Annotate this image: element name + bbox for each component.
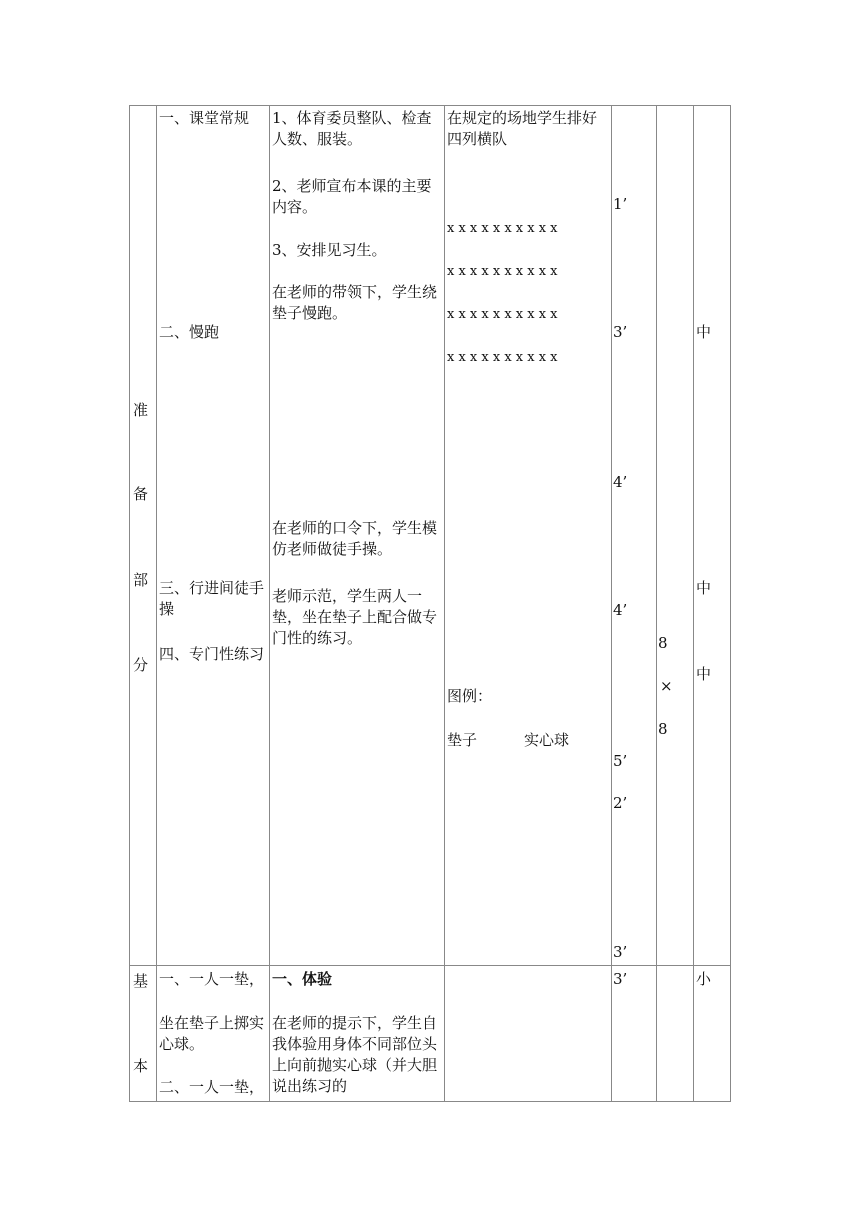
time-value: 3’: [613, 943, 628, 961]
formation-row: x x x x x x x x x x: [447, 307, 558, 322]
section-label-char: 部: [133, 571, 149, 589]
time-value: 1’: [613, 195, 628, 213]
content-text: 1、体育委员整队、检查人数、服装。: [272, 109, 432, 148]
legend-title: 图例：: [447, 687, 493, 705]
intensity-value: 中: [696, 579, 712, 597]
intensity-value: 中: [696, 665, 712, 683]
content-text: 在老师的口令下，学生模仿老师做徒手操。: [272, 519, 438, 558]
section-label-char: 准: [133, 401, 149, 419]
column-divider: [444, 105, 445, 1102]
time-value: 4’: [613, 601, 628, 619]
table-border-left: [129, 105, 130, 1102]
content-text: 2、老师宣布本课的主要内容。: [272, 177, 432, 216]
item-name: 二、慢跑: [159, 323, 220, 341]
reps-value: ×: [660, 677, 673, 695]
item-name: 一、课堂常规: [159, 109, 250, 127]
intensity-value: 中: [696, 323, 712, 341]
section-label-char: 基: [133, 972, 149, 990]
content-text: 在老师的提示下，学生自我体验用身体不同部位头上向前抛实心球（并大胆说出练习的: [272, 1014, 438, 1095]
item-name: 一、一人一垫，: [159, 970, 265, 988]
intensity-value: 小: [696, 970, 712, 988]
column-divider: [656, 105, 657, 1102]
table-border-bottom: [129, 1101, 731, 1102]
column-divider: [156, 105, 157, 1102]
formation-row: x x x x x x x x x x: [447, 350, 558, 365]
table-border-right: [730, 105, 731, 1102]
time-value: 2’: [613, 794, 628, 812]
reps-value: 8: [658, 634, 668, 652]
reps-value: 8: [658, 720, 668, 738]
table-border-top: [129, 105, 731, 106]
content-text: 老师示范，学生两人一垫，坐在垫子上配合做专门性的练习。: [272, 587, 438, 647]
content-text: 在老师的带领下，学生绕垫子慢跑。: [272, 283, 438, 322]
time-value: 5’: [613, 752, 628, 770]
item-name: 三、行进间徒手操: [159, 579, 265, 618]
column-divider: [693, 105, 694, 1102]
section-label-char: 备: [133, 485, 149, 503]
time-value: 3’: [613, 323, 628, 341]
content-heading: 一、体验: [272, 970, 333, 988]
item-name: 坐在垫子上掷实心球。: [159, 1014, 265, 1053]
item-name: 四、专门性练习: [159, 645, 265, 663]
content-text: 3、安排见习生。: [272, 241, 387, 259]
item-name: 二、一人一垫，: [159, 1078, 265, 1096]
column-divider: [269, 105, 270, 1102]
time-value: 3’: [613, 970, 628, 988]
section-label-char: 分: [133, 656, 149, 674]
time-value: 4’: [613, 473, 628, 491]
legend-item-mat: 垫子: [447, 731, 478, 749]
formation-row: x x x x x x x x x x: [447, 264, 558, 279]
legend-item-medicine-ball: 实心球: [524, 731, 570, 749]
formation-row: x x x x x x x x x x: [447, 221, 558, 236]
column-divider: [611, 105, 612, 1102]
organization-text: 在规定的场地学生排好四列横队: [447, 109, 598, 148]
section-label-char: 本: [133, 1057, 149, 1075]
row-divider: [129, 965, 731, 966]
